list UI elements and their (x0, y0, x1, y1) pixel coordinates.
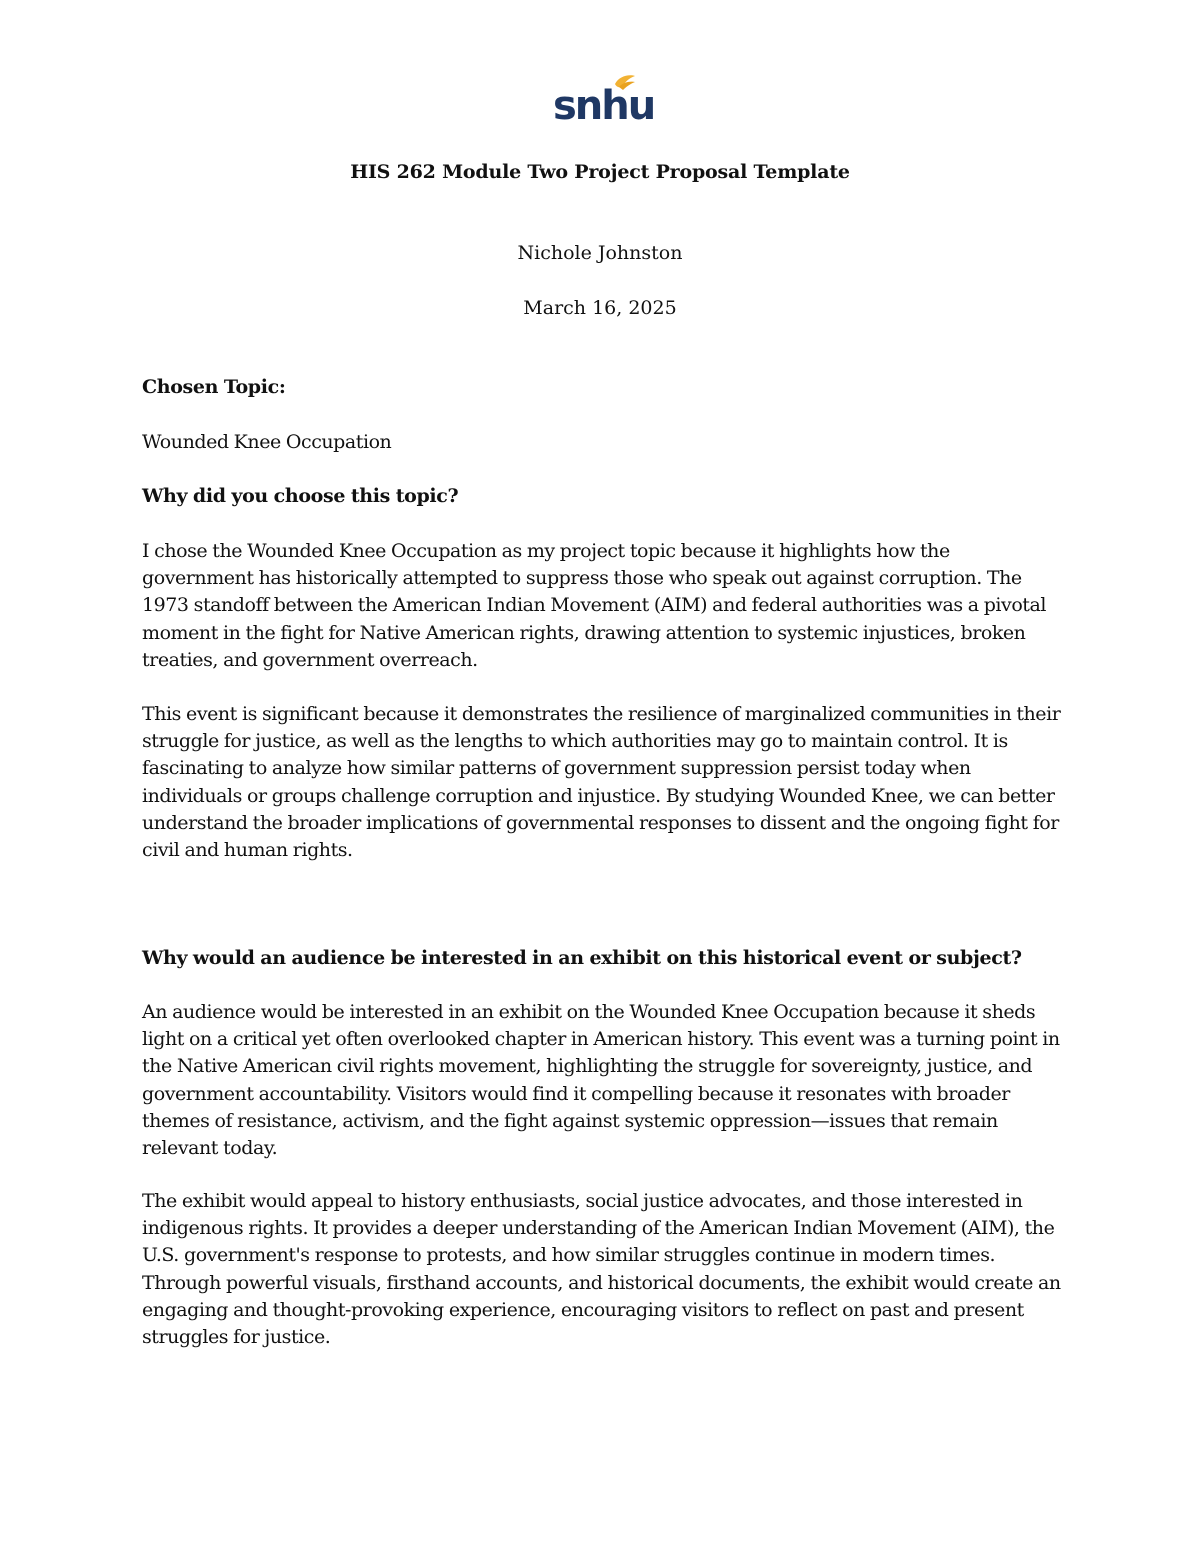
why-topic-heading: Why did you choose this topic? (142, 485, 459, 507)
document-title: HIS 262 Module Two Project Proposal Template (350, 161, 850, 183)
author-name: Nichole Johnston (517, 242, 683, 264)
chosen-topic-heading: Chosen Topic: (142, 376, 286, 398)
logo-wordmark: snhu (553, 83, 655, 129)
why-topic-paragraph-2: This event is significant because it demonstrates the resilience of marginalized communities in their struggle for justice, as well as the lengths to which authorities may go to maintain control. It is fascinating to analyze how similar patterns of government suppression persist today when individuals or groups challenge corruption and injustice. By studying Wounded Knee, we can better understand the broader implications of governmental responses to dissent and the ongoing fight for civil and human rights. (142, 703, 1061, 862)
why-topic-paragraph-1: I chose the Wounded Knee Occupation as my project topic because it highlights how the government has historically attempted to suppress those who speak out against corruption. The 1973 standoff between the American Indian Movement (AIM) and federal authorities was a pivotal moment in the fight for Native American rights, drawing attention to systemic injustices, broken treaties, and government overreach. (142, 540, 1046, 671)
audience-paragraph-1: An audience would be interested in an exhibit on the Wounded Knee Occupation because it sheds light on a critical yet often overlooked chapter in American history. This event was a turning point in the Native American civil rights movement, highlighting the struggle for sovereignty, justice, and government accountability. Visitors would find it compelling because it resonates with broader themes of resistance, activism, and the fight against systemic oppression—issues that remain relevant today. (142, 1001, 1060, 1160)
document-date: March 16, 2025 (523, 297, 677, 319)
chosen-topic-value: Wounded Knee Occupation (142, 431, 392, 453)
snhu-logo (553, 72, 655, 134)
audience-paragraph-2: The exhibit would appeal to history enthusiasts, social justice advocates, and those interested in indigenous rights. It provides a deeper understanding of the American Indian Movement (AIM), the U.S. government's response to protests, and how similar struggles continue in modern times. Through powerful visuals, firsthand accounts, and historical documents, the exhibit would create an engaging and thought-provoking experience, encouraging visitors to reflect on past and present struggles for justice. (142, 1190, 1061, 1349)
audience-heading: Why would an audience be interested in an exhibit on this historical event or subject? (142, 947, 1022, 969)
